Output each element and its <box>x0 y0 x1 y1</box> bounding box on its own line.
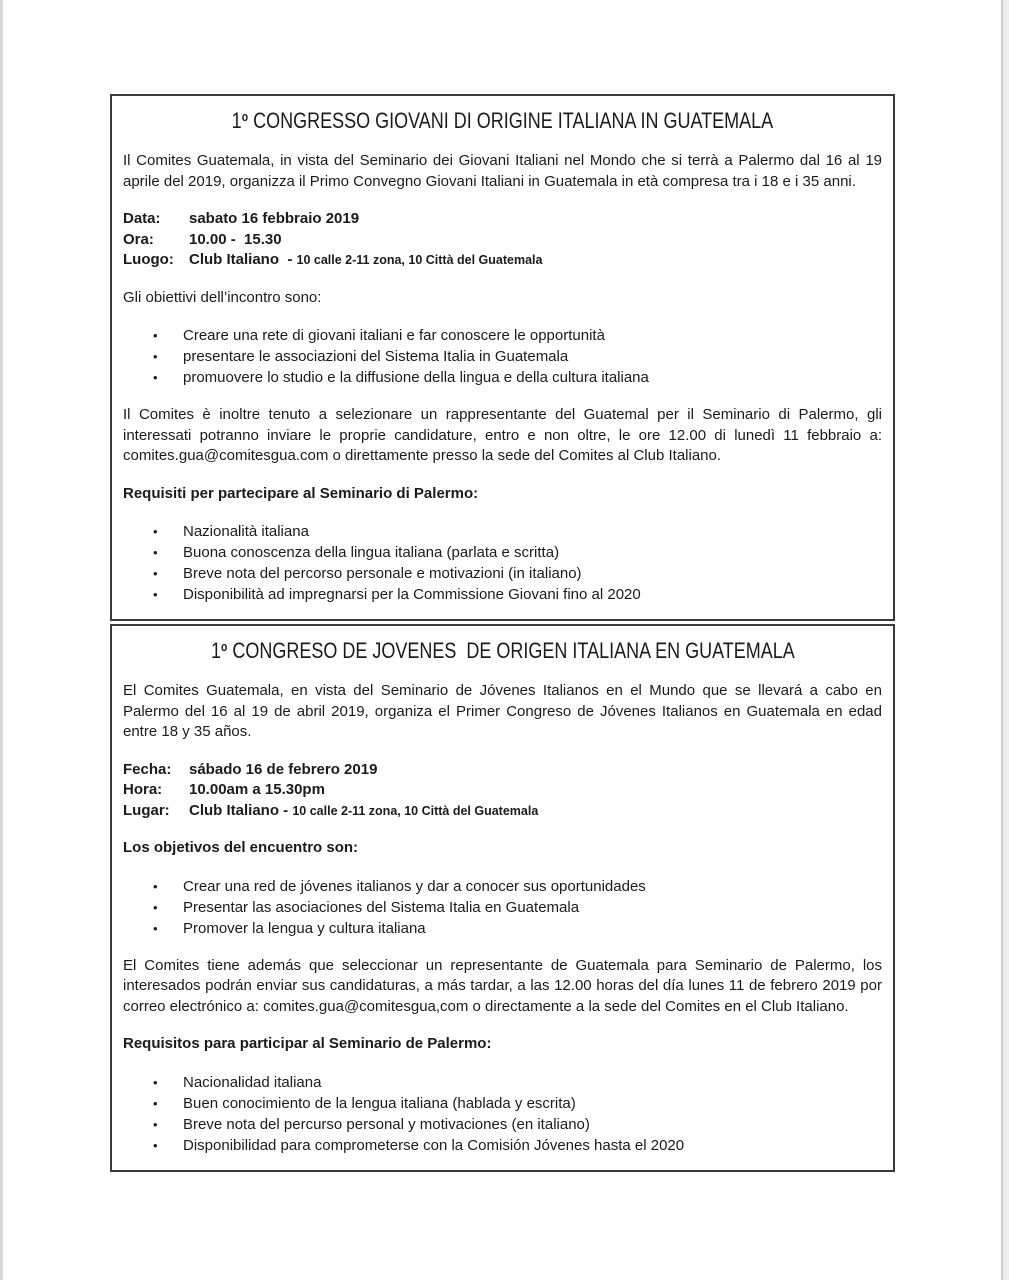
title-ordinal-sup: o <box>241 109 249 124</box>
list-item <box>123 563 882 584</box>
list-item-text: Presentar las asociaciones del Sistema Italia en Guatemala <box>183 898 580 916</box>
scan-edge-right <box>1001 0 1009 1280</box>
congress-box-spanish <box>110 624 895 1172</box>
event-details <box>123 209 882 271</box>
list-item-text: Buona conoscenza della lingua italiana (parlata e scritta) <box>183 544 560 561</box>
detail-row-date <box>123 209 882 230</box>
event-details <box>123 760 882 822</box>
detail-label: Lugar: <box>123 801 170 819</box>
box-title-spanish <box>123 634 882 664</box>
list-item <box>123 918 882 939</box>
list-item-text: Nazionalità italiana <box>183 523 309 540</box>
list-item <box>123 346 882 367</box>
list-item <box>123 521 882 542</box>
detail-row-time <box>123 780 882 801</box>
list-item <box>123 1093 882 1114</box>
list-item <box>123 367 882 388</box>
list-item <box>123 325 882 346</box>
selection-paragraph: El Comites tiene además que seleccionar un representante de Guatemala para Seminario de Palermo, los interesados podrán enviar sus candidaturas, a más tardar, a las 12.00 horas del día lunes 11 de febrero 2019 por correo electrónico a: comites.gua@comitesgua,com o directamente a la sede del Comites en el Club Italiano. <box>123 956 887 1015</box>
detail-value: Club Italiano - <box>189 801 293 819</box>
bullet-icon: • <box>153 1074 158 1090</box>
list-item-text: Breve nota del percurso personal y motivaciones (en italiano) <box>183 1115 590 1133</box>
list-item-text: Breve nota del percorso personale e motivazioni (in italiano) <box>183 565 582 582</box>
bullet-icon: • <box>153 1137 158 1153</box>
requirements-heading: Requisiti per partecipare al Seminario di Palermo: <box>123 484 479 502</box>
bullet-icon: • <box>153 328 158 343</box>
detail-row-place <box>123 801 882 822</box>
requirements-list <box>123 1072 882 1156</box>
list-item-text: Nacionalidad italiana <box>183 1073 322 1091</box>
bullet-icon: • <box>153 545 158 560</box>
bullet-icon: • <box>153 587 158 602</box>
bullet-icon: • <box>153 1095 158 1111</box>
list-item <box>123 1114 882 1135</box>
intro-paragraph: El Comites Guatemala, en vista del Seminario de Jóvenes Italianos en el Mundo que se llevará a cabo en Palermo del 16 al 19 de abril 2019, organiza el Primer Congreso de Jóvenes Italianos en Guatemala en edad entre 18 y 35 años. <box>123 682 887 740</box>
objectives-list <box>123 876 882 939</box>
detail-value-small: 10 calle 2-11 zona, 10 Città del Guatemala <box>292 803 539 818</box>
list-item <box>123 876 882 897</box>
scan-edge-left <box>0 0 3 1280</box>
box-title-italian <box>123 104 882 134</box>
title-text: CONGRESSO GIOVANI DI ORIGINE ITALIANA IN GUATEMALA <box>253 108 774 133</box>
detail-row-time <box>123 230 882 251</box>
requirements-heading: Requisitos para participar al Seminario de Palermo: <box>123 1035 492 1052</box>
title-ordinal-sup: o <box>220 639 227 654</box>
intro-paragraph: Il Comites Guatemala, in vista del Seminario dei Giovani Italiani nel Mondo che si terrà a Palermo dal 16 al 19 aprile del 2019, organizza il Primo Convegno Giovani Italiani in Guatemala in età compresa tra i 18 e i 35 anni. <box>123 152 887 190</box>
requirements-list <box>123 521 882 605</box>
detail-label: Hora: <box>123 781 163 798</box>
detail-value: 10.00 - 15.30 <box>189 230 282 248</box>
detail-value-small: 10 calle 2-11 zona, 10 Città del Guatemala <box>296 253 543 267</box>
objectives-list <box>123 325 882 388</box>
bullet-icon: • <box>153 899 158 915</box>
title-number: 1 <box>231 108 242 133</box>
bullet-icon: • <box>153 566 158 581</box>
bullet-icon: • <box>153 370 158 385</box>
bullet-icon: • <box>153 920 158 936</box>
detail-row-date <box>123 760 882 781</box>
detail-row-place <box>123 250 882 271</box>
bullet-icon: • <box>153 1116 158 1132</box>
detail-value: sábado 16 de febrero 2019 <box>189 760 378 778</box>
detail-value: sabato 16 febbraio 2019 <box>189 210 360 227</box>
detail-label: Ora: <box>123 230 154 248</box>
bullet-icon: • <box>153 878 158 894</box>
selection-paragraph: Il Comites è inoltre tenuto a selezionare un rappresentante del Guatemal per il Seminario di Palermo, gli interessati potranno inviare le proprie candidature, entro e non oltre, le ore 12.00 di lunedì 11 febbraio a: comites.gua@comitesgua.com o direttamente presso la sede del Comites al Club Italiano. <box>123 406 887 464</box>
objectives-heading: Gli obiettivi dell’incontro sono: <box>123 288 322 306</box>
title-number: 1 <box>210 638 221 663</box>
list-item-text: promuovere lo studio e la diffusione della lingua e della cultura italiana <box>183 369 649 386</box>
list-item-text: Disponibilidad para comprometerse con la Comisión Jóvenes hasta el 2020 <box>183 1136 685 1154</box>
list-item-text: Promover la lengua y cultura italiana <box>183 919 426 937</box>
bullet-icon: • <box>153 349 158 364</box>
list-item <box>123 584 882 605</box>
list-item-text: Disponibilità ad impregnarsi per la Commissione Giovani fino al 2020 <box>183 586 641 603</box>
bullet-icon: • <box>153 524 158 539</box>
list-item-text: Buen conocimiento de la lengua italiana (hablada y escrita) <box>183 1094 576 1112</box>
list-item <box>123 1072 882 1093</box>
congress-box-italian <box>110 94 895 621</box>
detail-value: 10.00am a 15.30pm <box>189 781 325 798</box>
detail-label: Data: <box>123 210 161 227</box>
detail-value: Club Italiano - <box>189 251 297 268</box>
list-item-text: Creare una rete di giovani italiani e far conoscere le opportunità <box>183 327 605 344</box>
list-item <box>123 542 882 563</box>
objectives-heading: Los objetivos del encuentro son: <box>123 839 359 856</box>
title-text: CONGRESO DE JOVENES DE ORIGEN ITALIANA EN GUATEMALA <box>231 638 795 663</box>
list-item <box>123 1135 882 1156</box>
list-item <box>123 897 882 918</box>
list-item-text: presentare le associazioni del Sistema Italia in Guatemala <box>183 348 569 365</box>
detail-label: Luogo: <box>123 251 174 268</box>
list-item-text: Crear una red de jóvenes italianos y dar a conocer sus oportunidades <box>183 877 646 895</box>
detail-label: Fecha: <box>123 760 172 778</box>
